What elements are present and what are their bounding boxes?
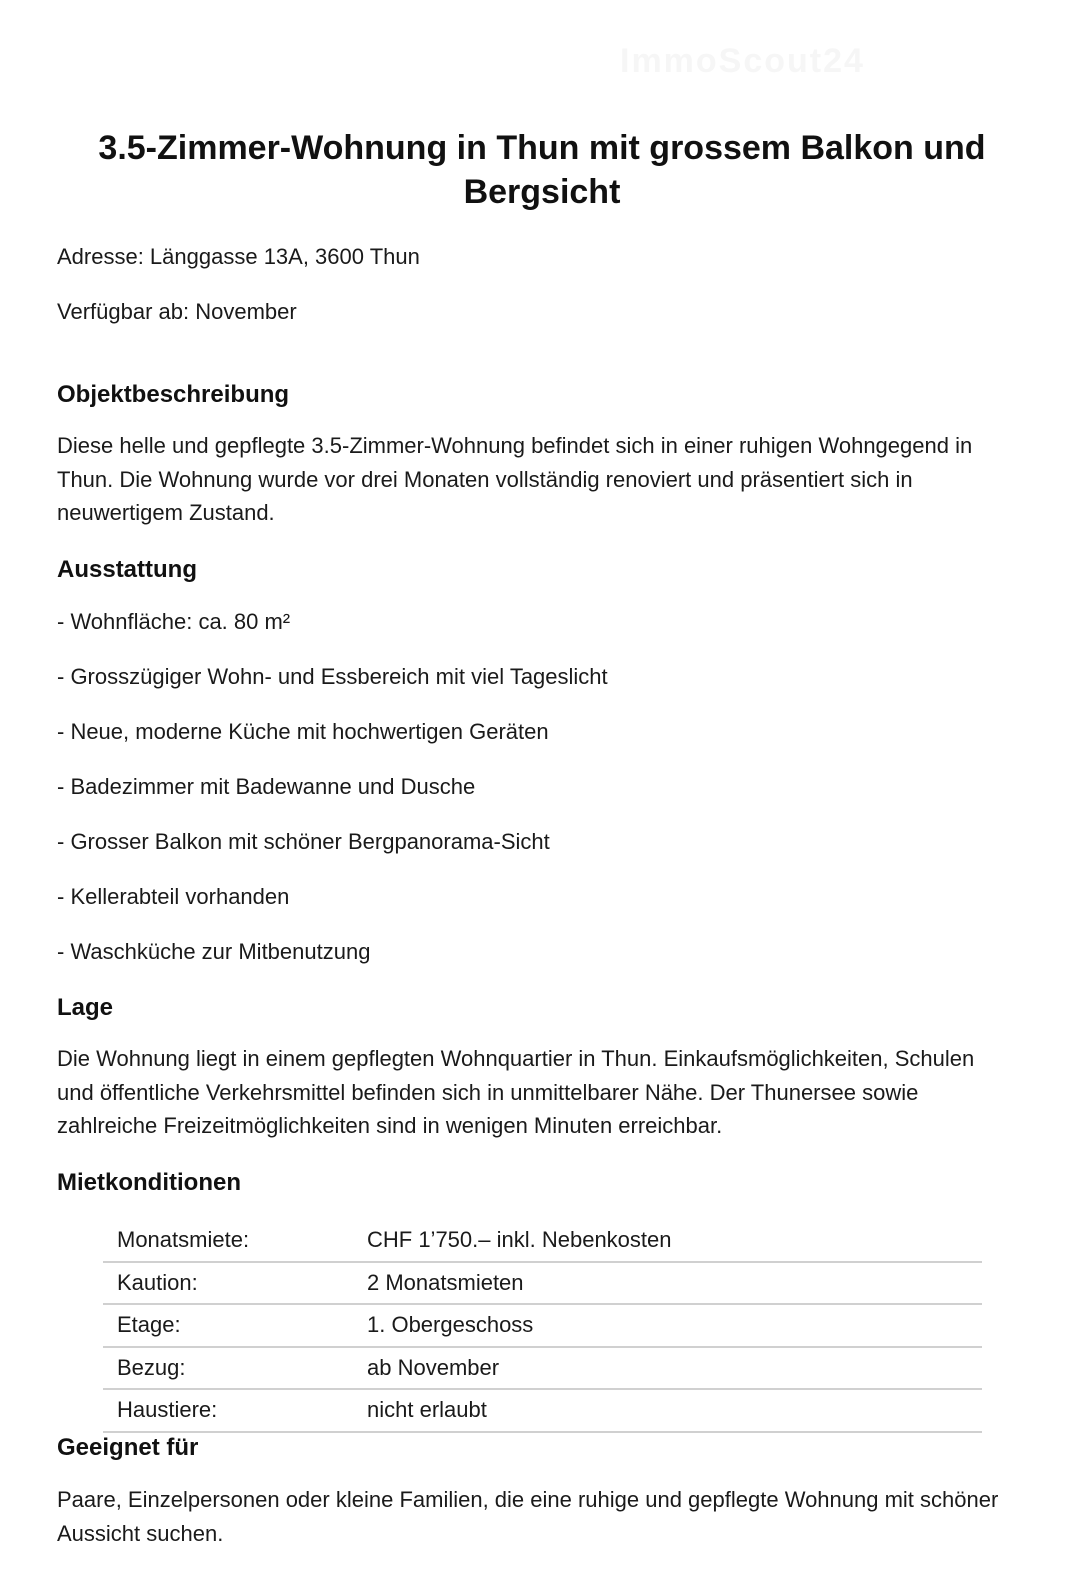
list-item: - Grosszügiger Wohn- und Essbereich mit viel Tageslicht bbox=[57, 664, 608, 689]
row-label: Bezug: bbox=[103, 1347, 353, 1390]
heading-suitable: Geeignet für bbox=[57, 1434, 199, 1461]
table-row bbox=[103, 1304, 982, 1347]
description-text: Diese helle und gepflegte 3.5-Zimmer-Wohnung befindet sich in einer ruhigen Wohngegend in Thun. Die Wohnung wurde vor drei Monaten vollständig renoviert und präsentiert sich in neuwertigem Zustand. bbox=[57, 433, 973, 525]
heading-conditions: Mietkonditionen bbox=[57, 1169, 241, 1196]
available-from: Verfügbar ab: November bbox=[57, 299, 297, 324]
features-list bbox=[57, 605, 608, 990]
watermark-logo: ImmoScout24 bbox=[620, 42, 865, 80]
list-item: - Grosser Balkon mit schöner Bergpanorama-Sicht bbox=[57, 829, 550, 854]
row-value: CHF 1’750.– inkl. Nebenkosten bbox=[353, 1220, 982, 1262]
conditions-table bbox=[103, 1220, 982, 1433]
table-row bbox=[103, 1347, 982, 1390]
list-item: - Neue, moderne Küche mit hochwertigen Geräten bbox=[57, 719, 549, 744]
row-value: 1. Obergeschoss bbox=[353, 1304, 982, 1347]
row-label: Haustiere: bbox=[103, 1389, 353, 1432]
suitable-text: Paare, Einzelpersonen oder kleine Familien, die eine ruhige und gepflegte Wohnung mit schöner Aussicht suchen. bbox=[57, 1487, 999, 1546]
heading-description: Objektbeschreibung bbox=[57, 381, 290, 408]
list-item: - Kellerabteil vorhanden bbox=[57, 884, 290, 909]
address: Adresse: Länggasse 13A, 3600 Thun bbox=[57, 244, 420, 269]
row-label: Kaution: bbox=[103, 1262, 353, 1305]
table-row bbox=[103, 1389, 982, 1432]
list-item: - Wohnfläche: ca. 80 m² bbox=[57, 609, 291, 634]
row-label: Etage: bbox=[103, 1304, 353, 1347]
row-label: Monatsmiete: bbox=[103, 1220, 353, 1262]
table-row bbox=[103, 1262, 982, 1305]
heading-location: Lage bbox=[57, 994, 114, 1021]
list-item: - Waschküche zur Mitbenutzung bbox=[57, 939, 371, 964]
table-row bbox=[103, 1220, 982, 1262]
location-text: Die Wohnung liegt in einem gepflegten Wohnquartier in Thun. Einkaufsmöglichkeiten, Schulen und öffentliche Verkehrsmittel befinden sich in unmittelbarer Nähe. Der Thunersee sowie zahlreiche Freizeitmöglichkeiten sind in wenigen Minuten erreichbar. bbox=[57, 1046, 975, 1138]
list-item: - Badezimmer mit Badewanne und Dusche bbox=[57, 774, 476, 799]
row-value: nicht erlaubt bbox=[353, 1389, 982, 1432]
row-value: ab November bbox=[353, 1347, 982, 1390]
page-title: 3.5-Zimmer-Wohnung in Thun mit grossem Balkon und Bergsicht bbox=[98, 129, 986, 211]
heading-features: Ausstattung bbox=[57, 556, 197, 583]
row-value: 2 Monatsmieten bbox=[353, 1262, 982, 1305]
